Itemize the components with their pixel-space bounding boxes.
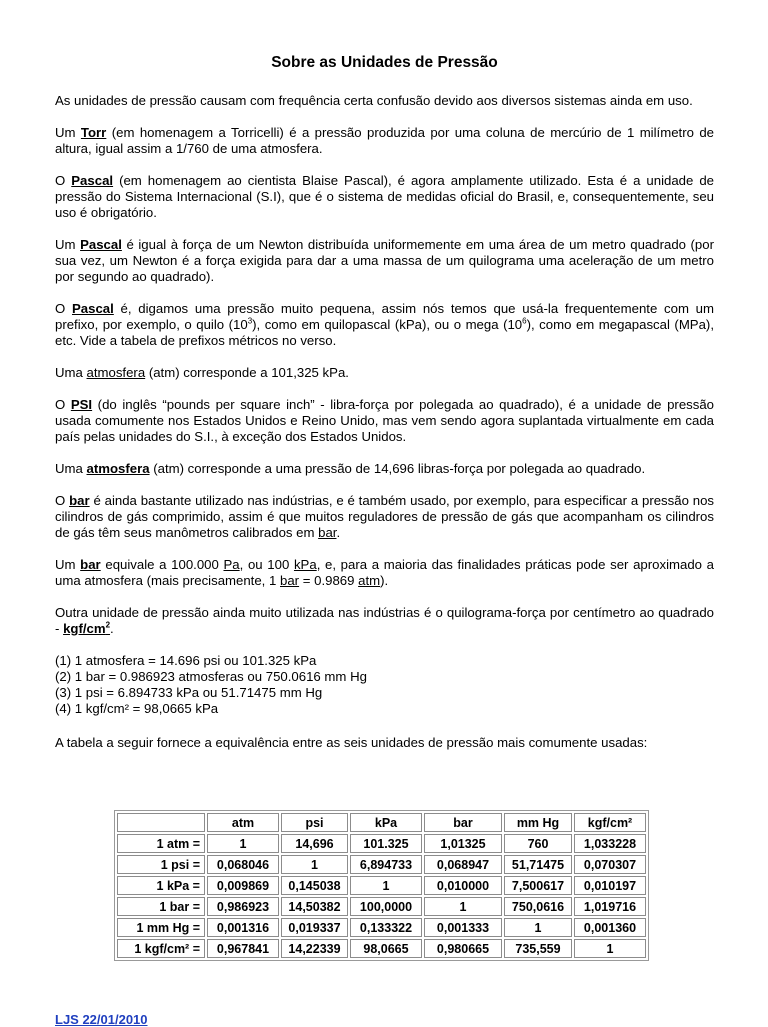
torr-paragraph: Um Torr (em homenagem a Torricelli) é a pressão produzida por uma coluna de mercúrio de 1 milímetro de altura, igual assim a 1/760 de uma atmosfera. <box>55 125 714 156</box>
term-atmosfera: atmosfera <box>86 365 146 380</box>
pascal-paragraph-3: O Pascal é, digamos uma pressão muito pequena, assim nós temos que usá-la frequentemente com um prefixo, por exemplo, o quilo $(10^3)$, como em quilopascal (kPa), ou o mega $(10^6)$, como em megapascal (MPa), etc. Vide a tabela de prefixos métricos no verso. <box>55 301 714 348</box>
term-psi: PSI <box>70 397 93 412</box>
term-kgf-cm2: kgf/$cm^2$ <box>63 620 111 636</box>
term-bar: bar <box>69 493 90 508</box>
table-cell: 14,22339 <box>281 939 348 958</box>
table-cell: 0,001316 <box>207 918 279 937</box>
table-header-cell: psi <box>281 813 348 832</box>
table-cell: 0,070307 <box>574 855 646 874</box>
table-cell: 0,010197 <box>574 876 646 895</box>
psi-paragraph: O PSI (do inglês “pounds per square inch” - libra-força por polegada ao quadrado), é a unidade de pressão usada comumente nos Estados Unidos e Reino Unido, mas vem sendo agora suplantada virtualmente em cada país pelas unidades do S.I., à exceção dos Estados Unidos. <box>55 397 715 444</box>
term-pascal: Pascal <box>71 173 114 188</box>
table-header-row <box>117 813 646 832</box>
table-cell: 1 <box>424 897 502 916</box>
table-header-cell: mm Hg <box>504 813 572 832</box>
page-title: Sobre as Unidades de Pressão <box>271 54 498 71</box>
list-item: (1) 1 atmosfera = 14.696 psi ou 101.325 kPa <box>55 653 317 668</box>
bar-paragraph-2: Um bar equivale a 100.000 Pa, ou 100 kPa, e, para a maioria das finalidades práticas pode ser aproximado a uma atmosfera (mais precisamente, 1 bar = 0.9869 atm). <box>55 557 714 588</box>
table-cell: 750,0616 <box>504 897 572 916</box>
table-cell: 101.325 <box>350 834 422 853</box>
conversion-list <box>55 653 714 717</box>
intro-paragraph: As unidades de pressão causam com frequência certa confusão devido aos diversos sistemas ainda em uso. <box>55 93 693 108</box>
pascal-paragraph-1: O Pascal (em homenagem ao cientista Blaise Pascal), é agora amplamente utilizado. Esta é a unidade de pressão do Sistema Internacional (S.I), que é o sistema de medidas oficial do Brasil, e, consequentemente, seu uso é obrigatório. <box>55 173 714 220</box>
table-cell: 1 <box>350 876 422 895</box>
term-atmosfera: atmosfera <box>86 461 150 476</box>
footer-signature: LJS 22/01/2010 <box>55 1012 148 1027</box>
table-cell: 0,068046 <box>207 855 279 874</box>
table-row <box>117 834 646 853</box>
table-header-cell: bar <box>424 813 502 832</box>
table-cell: 100,0000 <box>350 897 422 916</box>
table-cell: 0,133322 <box>350 918 422 937</box>
list-item: (2) 1 bar = 0.986923 atmosferas ou 750.0616 mm Hg <box>55 669 367 684</box>
table-cell: 0,980665 <box>424 939 502 958</box>
table-intro: A tabela a seguir fornece a equivalência entre as seis unidades de pressão mais comumente usadas: <box>55 735 648 750</box>
table-row <box>117 939 646 958</box>
table-row <box>117 876 646 895</box>
term-bar: bar <box>80 557 101 572</box>
table-cell: 1 <box>281 855 348 874</box>
table-header-cell: atm <box>207 813 279 832</box>
table-cell: 1,033228 <box>574 834 646 853</box>
table-cell: 1 <box>574 939 646 958</box>
table-cell: 0,145038 <box>281 876 348 895</box>
table-header-cell <box>117 813 205 832</box>
table-cell: 0,001360 <box>574 918 646 937</box>
table-cell: 0,068947 <box>424 855 502 874</box>
table-row <box>117 918 646 937</box>
table-cell: 0,001333 <box>424 918 502 937</box>
term-pascal: Pascal <box>72 301 114 316</box>
table-cell: 735,559 <box>504 939 572 958</box>
pascal-paragraph-2: Um Pascal é igual à força de um Newton distribuída uniformemente em uma área de um metro quadrado (por sua vez, um Newton é a força exigida para dar a uma massa de um quilograma uma aceleração de um metro por segundo ao quadrado). <box>55 237 714 284</box>
table-header-cell: kPa <box>350 813 422 832</box>
table-cell: 1 <box>504 918 572 937</box>
table-cell: 0,967841 <box>207 939 279 958</box>
table-cell: 7,500617 <box>504 876 572 895</box>
row-label: 1 atm = <box>117 834 205 853</box>
table-cell: 1 <box>207 834 279 853</box>
row-label: 1 kgf/cm² = <box>117 939 205 958</box>
table-cell: 1,01325 <box>424 834 502 853</box>
table-row <box>117 855 646 874</box>
row-label: 1 kPa = <box>117 876 205 895</box>
table-cell: 6,894733 <box>350 855 422 874</box>
document-body <box>55 54 714 767</box>
term-torr: Torr <box>80 125 107 140</box>
table-cell: 760 <box>504 834 572 853</box>
bar-paragraph-1: O bar é ainda bastante utilizado nas indústrias, e é também usado, por exemplo, para especificar a pressão nos cilindros de gás comprimido, assim é que muitos reguladores de pressão de gás que acompanham os cilindros de gás têm seus manômetros calibrados em bar. <box>55 493 714 540</box>
atmosphere-paragraph-2: Uma atmosfera (atm) corresponde a uma pressão de 14,696 libras-força por polegada ao quadrado. <box>55 461 646 476</box>
table-row <box>117 897 646 916</box>
table-cell: 0,019337 <box>281 918 348 937</box>
list-item: (4) 1 kgf/cm² = 98,0665 kPa <box>55 701 219 716</box>
row-label: 1 psi = <box>117 855 205 874</box>
term-pascal: Pascal <box>80 237 122 252</box>
table-cell: 98,0665 <box>350 939 422 958</box>
table-cell: 14,50382 <box>281 897 348 916</box>
row-label: 1 bar = <box>117 897 205 916</box>
table-cell: 0,986923 <box>207 897 279 916</box>
list-item: (3) 1 psi = 6.894733 kPa ou 51.71475 mm Hg <box>55 685 323 700</box>
kgf-paragraph: Outra unidade de pressão ainda muito utilizada nas indústrias é o quilograma-força por centímetro ao quadrado - kgf/$cm^2$. <box>55 605 714 636</box>
conversion-table <box>114 810 649 961</box>
table-header-cell: kgf/cm² <box>574 813 646 832</box>
table-cell: 14,696 <box>281 834 348 853</box>
table-cell: 0,009869 <box>207 876 279 895</box>
row-label: 1 mm Hg = <box>117 918 205 937</box>
table-cell: 51,71475 <box>504 855 572 874</box>
atmosphere-paragraph-1: Uma atmosfera (atm) corresponde a 101,325 kPa. <box>55 365 349 380</box>
table-cell: 1,019716 <box>574 897 646 916</box>
table-cell: 0,010000 <box>424 876 502 895</box>
